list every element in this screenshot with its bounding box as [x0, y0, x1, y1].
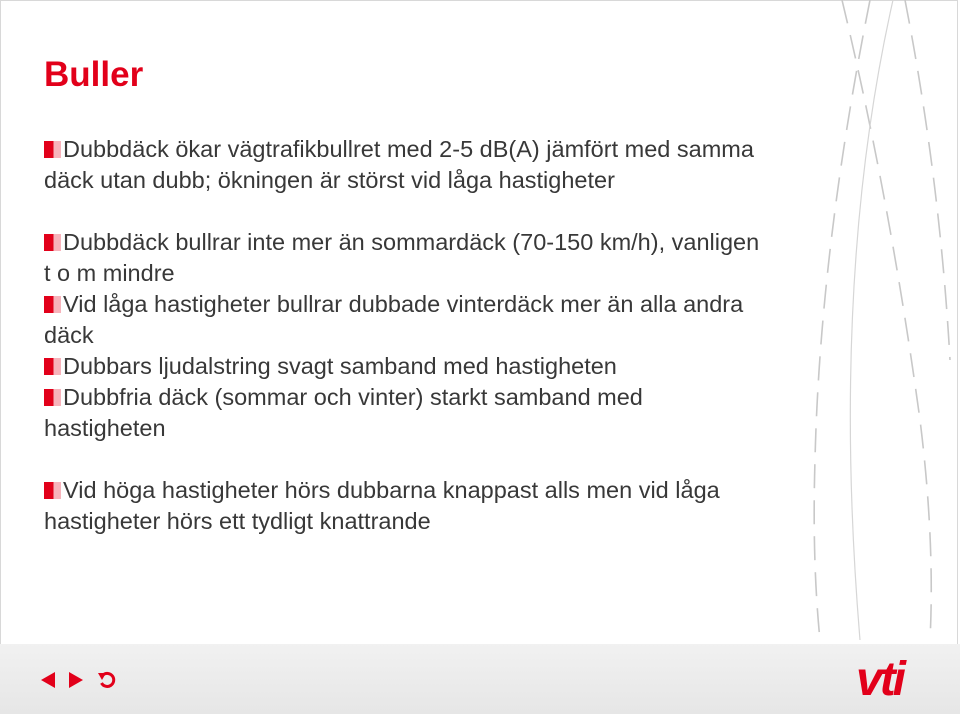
bullet-item — [44, 351, 764, 382]
arrow-right-icon — [68, 671, 84, 689]
bullet-square-icon — [44, 234, 61, 251]
bullet-text: Dubbdäck bullrar inte mer än sommardäck (70-150 km/h), vanligen t o m mindre — [44, 229, 760, 286]
arrow-left-icon — [40, 671, 56, 689]
prev-slide-button[interactable] — [38, 665, 58, 695]
bullet-list — [44, 134, 764, 537]
bullet-text: Vid höga hastigheter hörs dubbarna knappast alls men vid låga hastigheter hörs ett tydligt knattrande — [44, 477, 720, 534]
bullet-square-icon — [44, 389, 61, 406]
bullet-square-icon — [44, 141, 61, 158]
bullet-item — [44, 475, 764, 537]
bullet-item — [44, 289, 764, 351]
bullet-item — [44, 382, 764, 444]
return-icon — [97, 670, 117, 690]
bullet-text: Vid låga hastigheter bullrar dubbade vinterdäck mer än alla andra däck — [44, 291, 744, 348]
bullet-square-icon — [44, 296, 61, 313]
next-slide-button[interactable] — [66, 665, 86, 695]
footer-bar — [0, 644, 960, 714]
vti-logo: vti — [856, 653, 904, 706]
slide-title: Buller — [44, 55, 144, 94]
bullet-text: Dubbfria däck (sommar och vinter) starkt samband med hastigheten — [44, 384, 643, 441]
return-button[interactable] — [96, 665, 118, 695]
bullet-item — [44, 227, 764, 289]
bullet-text: Dubbdäck ökar vägtrafikbullret med 2-5 dB(A) jämfört med samma däck utan dubb; ökningen är störst vid låga hastigheter — [44, 136, 754, 193]
bullet-square-icon — [44, 358, 61, 375]
bullet-item — [44, 134, 764, 196]
bullet-square-icon — [44, 482, 61, 499]
bullet-text: Dubbars ljudalstring svagt samband med hastigheten — [63, 353, 617, 379]
